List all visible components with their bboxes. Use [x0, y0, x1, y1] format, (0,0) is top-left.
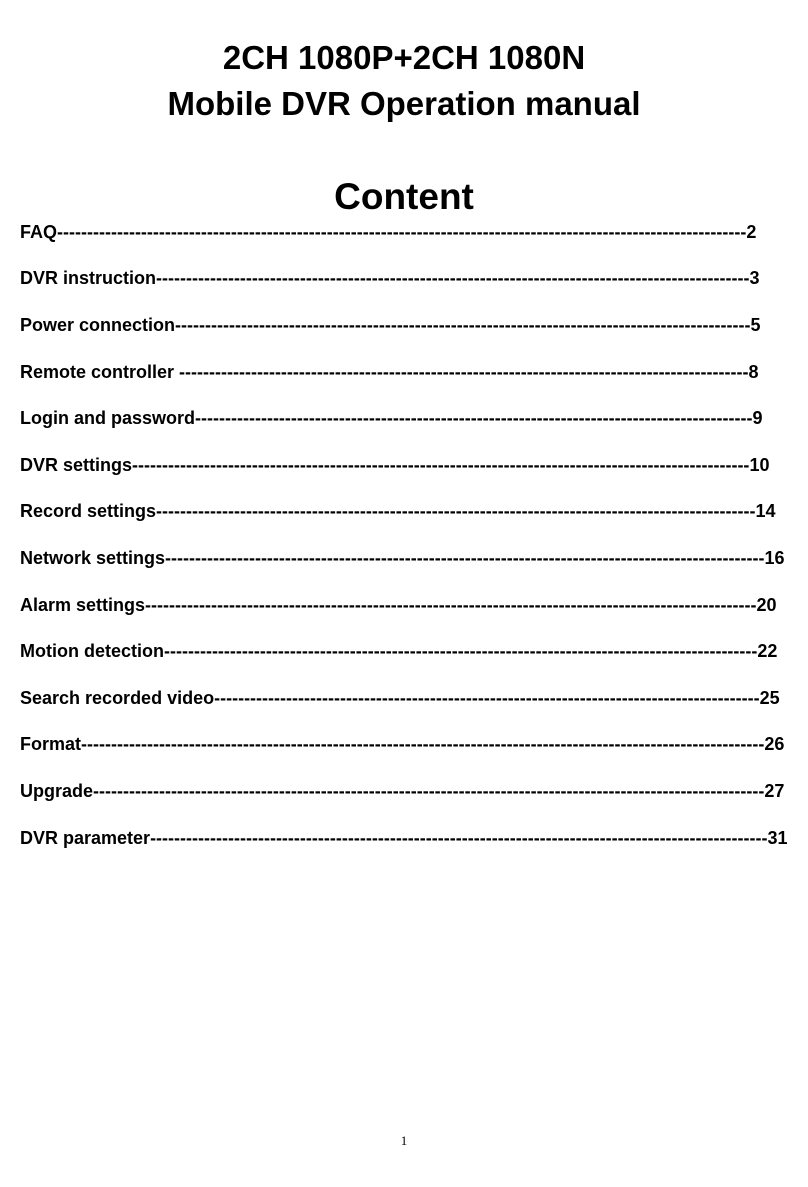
- toc-entry-page: 22: [757, 641, 778, 661]
- toc-entry-page: 14: [755, 501, 776, 521]
- toc-leader-dashes: ---------------------------------------------------------------------------------------------: [195, 408, 753, 428]
- toc-entry-label: Upgrade: [20, 781, 94, 801]
- toc-entry-page: 10: [749, 455, 770, 475]
- page-number: 1: [400, 1133, 408, 1148]
- toc-entry-page: 9: [752, 408, 763, 428]
- toc-entry-page: 25: [759, 688, 780, 708]
- toc-entry-page: 16: [764, 548, 785, 568]
- toc-entry-label: DVR settings: [20, 455, 133, 475]
- toc-leader-dashes: ---------------------------------------------------------------------------------------------------: [163, 641, 758, 661]
- toc-entry-remote-controller: [20, 361, 762, 383]
- toc-entry-dvr-instruction: [20, 267, 762, 289]
- toc-entry-page: 3: [749, 268, 760, 288]
- toc-leader-dashes: -------------------------------------------------------------------------------------------: [214, 688, 760, 708]
- toc-entry-page: 26: [764, 734, 785, 754]
- toc-entry-label: Search recorded video: [20, 688, 215, 708]
- toc-entry-power-connection: [20, 314, 763, 336]
- toc-entry-label: DVR instruction: [20, 268, 157, 288]
- toc-entry-record-settings: [20, 500, 781, 522]
- toc-leader-dashes: ------------------------------------------------------------------------------------------------------------------: [81, 734, 765, 754]
- toc-entry-dvr-settings: [20, 454, 775, 476]
- toc-entry-upgrade: [20, 780, 790, 802]
- toc-entry-label: Alarm settings: [20, 595, 146, 615]
- toc-entry-label: Login and password: [20, 408, 196, 428]
- toc-entry-label: Motion detection: [20, 641, 164, 661]
- toc-leader-dashes: -------------------------------------------------------------------------------------------------------------------: [57, 222, 747, 242]
- toc-entry-label: FAQ: [20, 222, 58, 242]
- document-title-line-2: Mobile DVR Operation manual: [167, 85, 641, 122]
- toc-entry-label: DVR parameter: [20, 828, 151, 848]
- toc-entry-alarm-settings: [20, 594, 781, 616]
- toc-entry-page: 8: [748, 362, 759, 382]
- toc-leader-dashes: ----------------------------------------------------------------------------------------------------------------: [93, 781, 765, 801]
- toc-leader-dashes: -----------------------------------------------------------------------------------------------: [179, 362, 749, 382]
- toc-entry-page: 27: [764, 781, 785, 801]
- toc-entry-label: Power connection: [20, 315, 176, 335]
- toc-entry-network-settings: [20, 547, 785, 569]
- toc-entry-search-recorded-video: [20, 687, 785, 709]
- toc-leader-dashes: ---------------------------------------------------------------------------------------------------: [156, 268, 750, 288]
- toc-entry-label: Remote controller: [20, 362, 180, 382]
- toc-entry-page: 20: [756, 595, 777, 615]
- toc-entry-label: Format: [20, 734, 82, 754]
- content-heading: Content: [334, 176, 474, 217]
- toc-entry-page: 5: [750, 315, 761, 335]
- toc-leader-dashes: ----------------------------------------------------------------------------------------------------: [156, 501, 756, 521]
- toc-entry-label: Network settings: [20, 548, 166, 568]
- toc-entry-page: 31: [767, 828, 788, 848]
- toc-leader-dashes: ----------------------------------------------------------------------------------------------------: [165, 548, 765, 568]
- toc-entry-faq: [20, 221, 758, 243]
- document-title-line-1: 2CH 1080P+2CH 1080N: [222, 39, 586, 76]
- toc-entry-login-and-password: [20, 407, 766, 429]
- toc-entry-motion-detection: [20, 640, 783, 662]
- toc-entry-format: [20, 733, 785, 755]
- toc-leader-dashes: -------------------------------------------------------------------------------------------------------: [150, 828, 768, 848]
- toc-entry-label: Record settings: [20, 501, 157, 521]
- toc-leader-dashes: ------------------------------------------------------------------------------------------------: [175, 315, 751, 335]
- toc-leader-dashes: -------------------------------------------------------------------------------------------------------: [132, 455, 750, 475]
- toc-leader-dashes: ------------------------------------------------------------------------------------------------------: [145, 595, 757, 615]
- toc-entry-dvr-parameter: [20, 827, 792, 849]
- toc-entry-page: 2: [746, 222, 757, 242]
